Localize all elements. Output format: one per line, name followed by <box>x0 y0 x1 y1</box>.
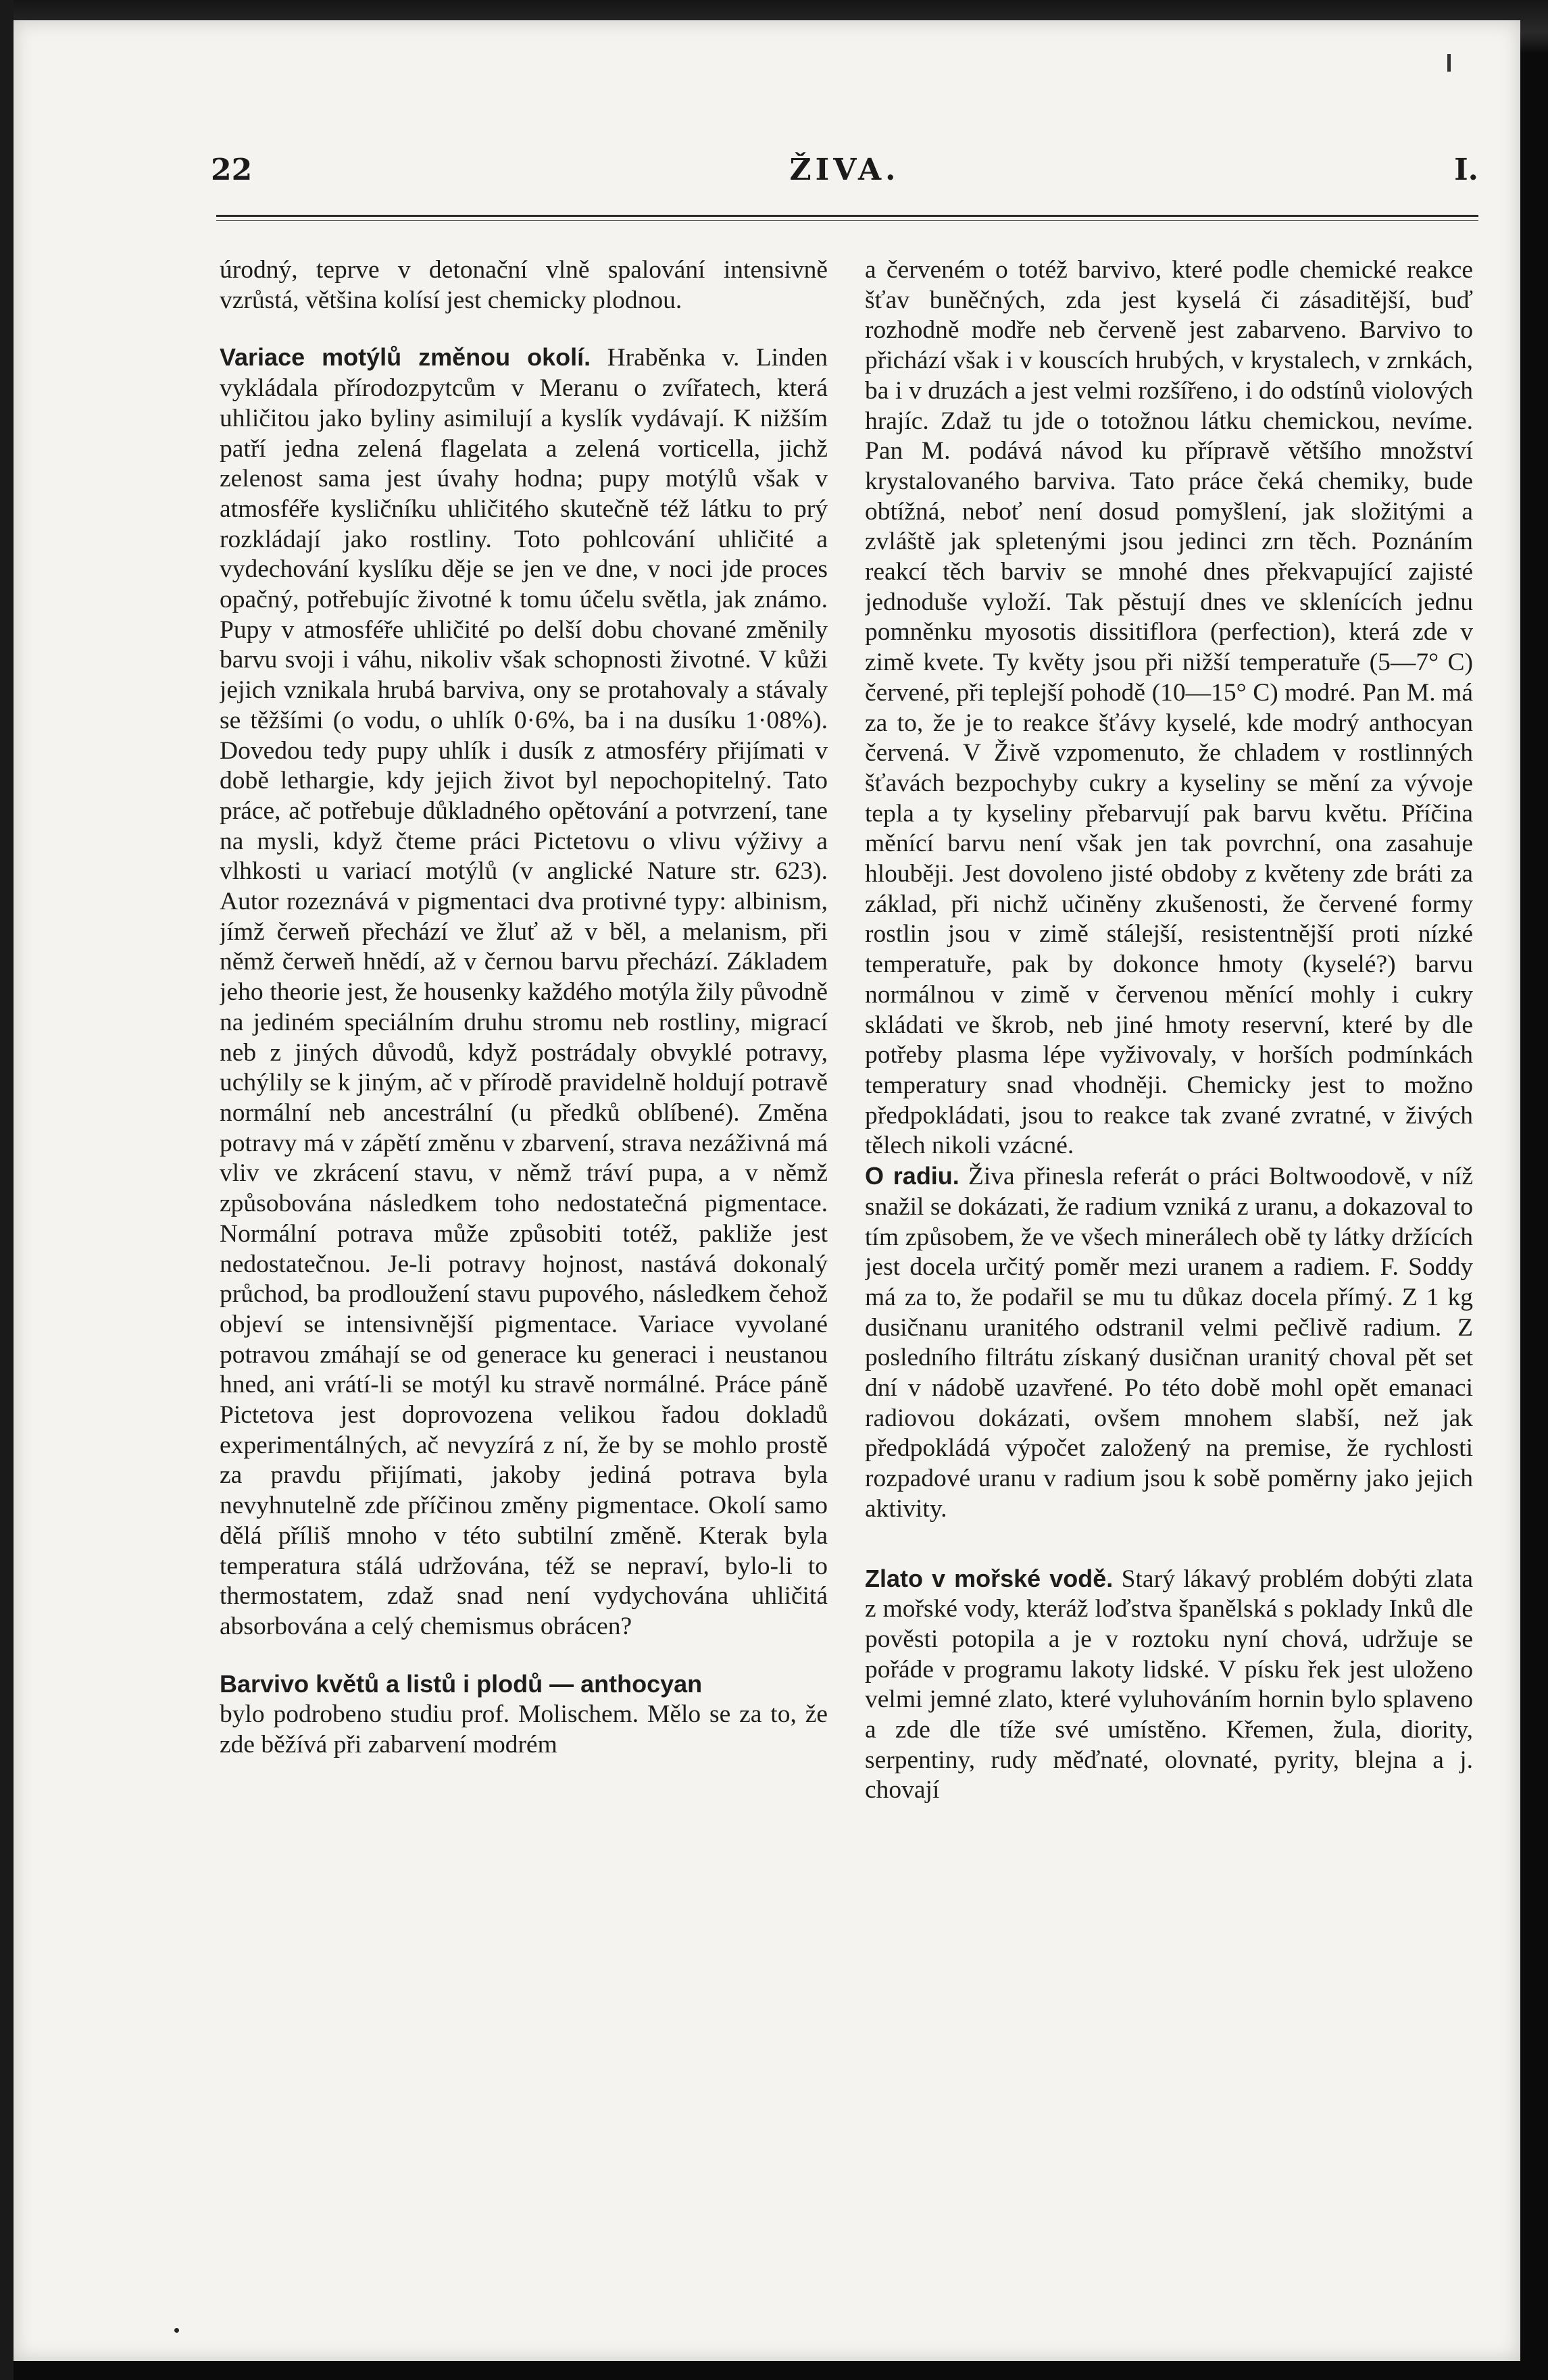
running-header <box>211 153 1478 200</box>
paragraph-gold: Starý lákavý problém dobýti zlata z mořské vody, kteráž loďstva španělská s poklady Inků dle pověsti potopila a je v roztoku nyní chová, udržuje se pořáde v programu lakoty lidské. V písku řek jest uloženo velmi jemné zlato, které vyluhováním hornin bylo splaveno a zde dle tíže své umístěno. Křemen, žula, diority, serpentiny, rudy měďnaté, olovnaté, pyrity, blejna a j. chovají <box>865 1565 1473 1804</box>
right-column <box>865 255 1473 2336</box>
section-gold <box>865 1564 1473 1806</box>
section-radium <box>865 1161 1473 1524</box>
heading-gold-seawater: Zlato v mořské vodě. <box>865 1564 1114 1592</box>
section-butterflies <box>220 343 828 1642</box>
paragraph-radium: Živa přinesla referát o práci Boltwoodově, v níž snažil se dokázati, že radium vzniká z uranu, a dokazoval to tím způsobem, že ve všech minerálech obě ty látky držících jest docela určitý poměr mezi uranem a radiem. F. Soddy má za to, že podařil se mu tu důkaz docela přímý. Z 1 kg dusičnanu uranitého odstranil velmi pečlivě radium. Z posledního filtrátu získaný dusičnan uranitý choval pět set dní v nádobě uzavřené. Po této době mohl opět emanaci radiovou dokázati, ovšem mnohem slabší, než jak předpokládá výpočet založený na premise, že rychlosti rozpadové uranu v radium jsou k sobě poměrny jako jejich aktivity. <box>865 1163 1473 1523</box>
section-anthocyan <box>220 1669 828 1761</box>
scan-left-edge <box>0 0 14 2380</box>
heading-butterfly-variation: Variace motýlů změnou okolí. <box>220 343 591 372</box>
journal-title: ŽIVA. <box>789 153 900 187</box>
header-rule-thin <box>216 220 1478 221</box>
paragraph-intro: úrodný, teprve v detonační vlně spalování intensivně vzrůstá, většina kolísí jest chemicky plodnou. <box>220 256 828 314</box>
paragraph-anthocyan-start: bylo podrobeno studiu prof. Molischem. Mělo se za to, že zde běžívá při zabarvení modrém <box>220 1700 828 1759</box>
heading-anthocyan: Barvivo květů a listů i plodů — anthocyan <box>220 1669 703 1698</box>
paragraph-butterflies: Hraběnka v. Linden vykládala přírodozpytcům v Meranu o zvířatech, která uhličitou jako byliny asimilují a kyslík vydávají. K nižším patří jedna zelená flagelata a zelená vorticella, jichž zelenost sama jest úvahy hodna; pupy motýlů však v atmosféře kysličníku uhličitého skutečně též látku to prý rozkládají jako rostliny. Toto pohlcování uhličité a vydechování kyslíku děje se jen ve dne, v noci jde proces opačný, potřebujíc životné k tomu účelu světla, jak známo. Pupy v atmosféře uhličité po delší dobu chované změnily barvu svoji i váhu, nikoliv však schopnosti životné. V kůži jejich vznikala hrubá barviva, ony se protahovaly a stávaly se těžšími (o vodu, o uhlík 0·6%, ba i na dusíku 1·08%). Dovedou tedy pupy uhlík i dusík z atmosféry přijímati v době lethargie, kdy jejich život byl nepochopitelný. Tato práce, ač potřebuje důkladného opětování a potvrzení, tane na mysli, když čteme práci Pictetovu o vlivu výživy a vlhkosti u variací motýlů (v anglické Nature str. 623). Autor rozeznává v pigmentaci dva protivné typy: albinism, jímž čerweň přechází ve žluť až v běl, a melanism, při němž čerweň hnědí, až v černou barvu přechází. Základem jeho theorie jest, že housenky každého motýla žily původně na jediném speciálním druhu stromu neb rostliny, migrací neb z jiných důvodů, když postrádaly obvyklé potravy, uchýlily se k jiným, ač v přírodě pravidelně holdují potravě normální neb ancestrální (u předků oblíbené). Změna potravy má v zápětí změnu v zbarvení, strava nezáživná má vliv ve zkrácení stavu, v němž tráví pupa, a v němž způsobována následkem toho nedostatečná pigmentace. Normální potrava může způsobiti totéž, pakliže jest nedostatečnou. Je-li potravy hojnost, nastává dokonalý průchod, ba prodloužení stavu pupového, následkem čehož objeví se intensivnější pigmentace. Variace vyvolané potravou zmáhají se od generace ku generaci i neustanou hned, ani vrátí-li se motýl ku stravě normálné. Práce páně Pictetova jest doprovozena velikou řadou dokladů experimentálných, ač nevyzírá z ní, že by se mohlo prostě za pravdu přijímati, jakoby jediná potrava byla nevyhnutelně zde příčinou změny pigmentace. Okolí samo dělá příliš mnoho v této subtilní změně. Kterak byla temperatura stálá udržována, též se nepraví, bylo-li to thermostatem, zdaž snad není vydychována uhličitá absorbována a celý chemismus obrácen? <box>220 344 828 1640</box>
scan-mark <box>1447 54 1451 72</box>
paragraph-anthocyan-cont: a červeném o totéž barvivo, které podle chemické reakce šťav buněčných, zda jest kyselá či zásaditější, buď rozhodně modře neb červeně jest zabarveno. Barvivo to přichází však i v kouscích hrubých, v krystalech, v zrnkách, ba i v druzách a jest velmi rozšířeno, i do odstínů violových hrajíc. Zdaž tu jde o totožnou látku chemickou, nevíme. Pan M. podává návod ku přípravě většího množství krystalovaného barviva. Tato práce čeká chemiky, bude obtížná, neboť není dosud pomyšlení, jak složitými a zvláště jak spletenými jsou jedinci zrn těch. Poznáním reakcí těch barviv se mnohé dnes překvapující zajisté jednoduše vyloží. Tak pěstují dnes ve sklenících jednu pomněnku myosotis dissitiflora (perfection), která zde v zimě kvete. Ty květy jsou při nižší temperatuře (5—7° C) červené, při teplejší pohodě (10—15° C) modré. Pan M. má za to, že je to reakce šťávy kyselé, kde modrý anthocyan červená. V Živě vzpomenuto, že chladem v rostlinných šťavách bezpochyby cukry a kyseliny se mění za vývoje tepla a ty kyseliny přebarvují pak barvu květu. Příčina měnící barvu není však jen tak povrchní, ona zasahuje hlouběji. Jest dovoleno jisté obdoby z květeny zde bráti za základ, při nichž učiněny zkušenosti, že červené formy rostlin jsou v zimě stálejší, resistentnější proti nízké temperatuře, pak by dokonce hmoty (kyselé?) barvu normálnou v zimě v červenou měnící mohly i cukry skládati ve škrob, neb jiné hmoty reservní, které by dle potřeby plasma lépe vyživovaly, v horších podmínkách temperatury snad vhodněji. Chemicky jest to možno předpokládati, jsou to reakce tak zvané zvratné, v živých tělech nikoli vzácné. <box>865 256 1473 1160</box>
volume-number: I. <box>1454 153 1478 187</box>
scan-speck <box>174 2328 179 2333</box>
header-rule <box>216 215 1478 217</box>
heading-radium: O radiu. <box>865 1162 959 1190</box>
left-column <box>220 255 828 2336</box>
page-number: 22 <box>211 153 253 187</box>
